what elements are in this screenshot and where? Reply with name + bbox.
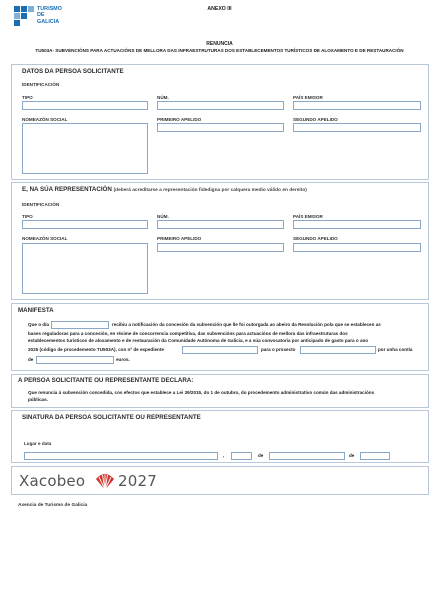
notification-date-field[interactable] [51, 321, 109, 329]
logo-text-line: GALICIA [37, 18, 60, 25]
logo-text-line: TURISMO [37, 6, 62, 12]
tipo-field[interactable] [22, 220, 148, 229]
logo-text-line: DE [37, 12, 45, 19]
primeiro-apelido-label: PRIMEIRO APELIDO [157, 117, 202, 122]
segundo-apelido-field[interactable] [293, 243, 421, 252]
signature-section [11, 410, 429, 463]
nomeazon-field[interactable] [22, 243, 148, 294]
comma-separator: , [223, 453, 225, 458]
xacobeo-word: Xacobeo [19, 472, 86, 490]
representative-title-text: E, NA SÚA REPRESENTACIÓN [22, 186, 112, 193]
primeiro-apelido-field[interactable] [157, 123, 284, 132]
nomeazon-label: NOMEAZÓN SOCIAL [22, 117, 68, 122]
nomeazon-label: NOMEAZÓN SOCIAL [22, 236, 68, 241]
manifesta-text: para o proxecto [261, 347, 296, 352]
declara-title: A PERSOA SOLICITANTE OU REPRESENTANTE DECLARA: [18, 377, 194, 384]
primeiro-apelido-field[interactable] [157, 243, 284, 252]
manifesta-text: por unha contía [378, 347, 413, 352]
manifesta-title: MANIFESTA [18, 307, 54, 314]
segundo-apelido-field[interactable] [293, 123, 421, 132]
segundo-apelido-label: SEGUNDO APELIDO [293, 117, 338, 122]
declara-text: públicas. [28, 397, 48, 402]
pais-emisor-label: PAÍS EMISOR [293, 214, 323, 219]
manifesta-text: bases reguladoras para a concesión, en réxime de concorrencia competitiva, das subvencións para actuacións de mellora das infraestruturas dos [28, 331, 348, 336]
manifesta-text: euros. [116, 357, 130, 362]
agency-footer: Axencia de Turismo de Galicia [18, 503, 88, 508]
manifesta-text: 2025 (código de procedemento TU503A), con nº de expediente [28, 347, 164, 352]
manifesta-text: recibiu a notificación da concesión da subvención que lle foi outorgada ao abeiro da Resolución pola que se establecen as [112, 322, 381, 327]
representative-section-title [22, 186, 307, 195]
month-field[interactable] [269, 452, 345, 460]
primeiro-apelido-label: PRIMEIRO APELIDO [157, 236, 202, 241]
signature-title: SINATURA DA PERSOA SOLICITANTE OU REPRESENTANTE [22, 414, 201, 421]
year-field[interactable] [360, 452, 390, 460]
document-title: RENUNCIA [206, 41, 233, 47]
num-label: NÚM. [157, 95, 169, 100]
identification-label: IDENTIFICACIÓN [22, 202, 60, 207]
declara-section [11, 374, 429, 408]
de-text: de [258, 453, 264, 458]
identification-label: IDENTIFICACIÓN [22, 82, 60, 87]
tipo-label: TIPO [22, 214, 33, 219]
annex-label: ANEXO III [207, 6, 232, 12]
amount-field[interactable] [36, 356, 114, 364]
applicant-section [11, 64, 429, 180]
xacobeo-year: 2027 [118, 472, 157, 490]
proxecto-field[interactable] [300, 346, 376, 354]
pais-emisor-label: PAÍS EMISOR [293, 95, 323, 100]
nomeazon-field[interactable] [22, 123, 148, 174]
manifesta-text: de [28, 357, 34, 362]
num-field[interactable] [157, 101, 284, 110]
expediente-field[interactable] [182, 346, 258, 354]
representative-section [11, 182, 429, 300]
place-date-label: Lugar e data [24, 441, 52, 446]
manifesta-text: establecementos turísticos de aloxamento e de restauración da Comunidade Autónoma de Galicia, e a súa convocatoria por anticipado de gasto para o ano [28, 338, 369, 343]
segundo-apelido-label: SEGUNDO APELIDO [293, 236, 338, 241]
tipo-field[interactable] [22, 101, 148, 110]
manifesta-text: Que o día [28, 322, 49, 327]
xacobeo-banner [11, 466, 429, 495]
applicant-section-title: DATOS DA PERSOA SOLICITANTE [22, 68, 124, 75]
num-label: NÚM. [157, 214, 169, 219]
procedure-title: TU503A- SUBVENCIÓNS PARA ACTUACIÓNS DE MELLORA DAS INFRAESTRUTURAS DOS ESTABLECEMENTOS TURÍSTICOS DE ALOXAMENTO E DE RESTAURACIÓN [35, 48, 404, 53]
num-field[interactable] [157, 220, 284, 229]
de-text: de [349, 453, 355, 458]
tipo-label: TIPO [22, 95, 33, 100]
place-field[interactable] [24, 452, 218, 460]
declara-text: Que renuncia á subvención concedida, cos efectos que establece a Lei 39/2015, do 1 de outubro, do procedemento administrativo común das administracións [28, 390, 375, 395]
scallop-shell-icon [95, 472, 115, 491]
day-field[interactable] [231, 452, 252, 460]
representative-subtitle: (deberá acreditarse a representación fidedigna por calquera medio válido en dereito) [113, 188, 307, 193]
pais-emisor-field[interactable] [293, 220, 421, 229]
manifesta-section [11, 303, 429, 371]
pais-emisor-field[interactable] [293, 101, 421, 110]
